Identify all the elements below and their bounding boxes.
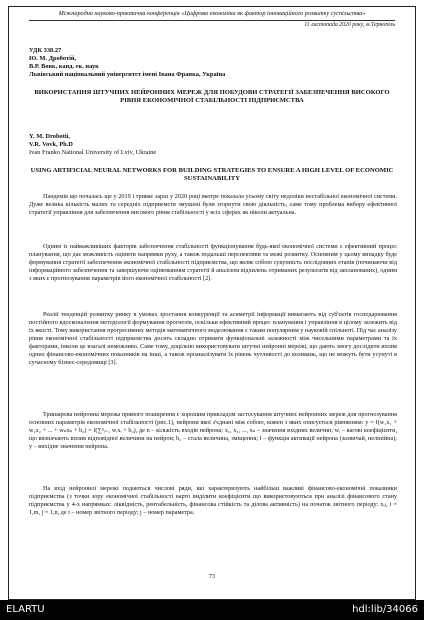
title-en: USING ARTIFICIAL NEURAL NETWORKS FOR BUILDING STRATEGIES TO ENSURE A HIGH LEVEL OF ECONOMIC SUSTAINABILITY (30, 167, 394, 183)
paragraph-3: Реалії тенденцій розвитку ринку в умовах зростання конкуренції та асиметрії інформації вимагають від суб'єктів господарювання постійного вдосконалення методології формування прогнозів, оскільки ефективний процес планування і управління в цілому залежить від їх якості. Тому використання прогресивних методів математичного моделювання є таким популярним у науковій спільноті. Під час аналізу рівня економічної стабільності підприємства досить складно отримати функціональні залежності між чисельними параметрами та їх факторами, інколи це взагалі неможливо. Саме тому, доцільно використовувати штучні нейронні мережі, що дають змогу дослідити вплив одних фінансово-економічних показників на інші, а також проаналізувати їх рівень чутливості до коливань, що не можуть бути усунуті в сучасному бізнес-середовищі [3]. (29, 311, 397, 367)
header-date: 11 листопада 2020 року, м.Тернопіль (304, 22, 395, 28)
title-uk: ВИКОРИСТАННЯ ШТУЧНИХ НЕЙРОННИХ МЕРЕЖ ДЛЯ ПОБУДОВИ СТРАТЕГІЇ ЗАБЕЗПЕЧЕННЯ ВИСОКОГО РІВНЯ ЕКОНОМІЧНОЇ СТАБІЛЬНОСТІ ПІДПРИЄМСТВА (34, 89, 390, 105)
page-number: 73 (208, 573, 216, 580)
author-uk-1: Ю. М. Дроботій, (29, 55, 77, 62)
udc-code: УДК 338.27 (29, 47, 62, 54)
viewer-footer-bar (0, 600, 424, 620)
paragraph-1: Пандемія що почалась ще у 2019 і триває зараз у 2020 році вкотре показала усьому світу недоліки нестабільної економічної системи. Дуже велика кількість малих та середніх підприємств змушені були згорнути свою діяльність, саме тому проблема вибору ефективної стратегії управління для забезпечення високого рівня стабільності у всіх сферах як ніколи актуальна. (29, 193, 397, 217)
author-uk-2: В.Р. Вовк, канд. ек. наук (29, 63, 99, 70)
repository-name: ELARTU (6, 604, 45, 615)
header-rule (29, 20, 395, 21)
running-header: Міжнародна науково-практична конференція «Цифрова економіка як фактор інноваційного розвитку суспільства» (58, 10, 366, 17)
paragraph-5: На вхід нейронної мережі подаються числові ряди, які характеризують найбільш важливі фінансово-економічні показники підприємства (з точки зору економічної стабільності варто виділити коефіцієнти що використовуються при аналізі фінансового стану підприємства у 4-х напрямках: ліквідність, рентабельність, фінансова стійкість та ділова активність) на початок звітного періоду: xᵢⱼ, i = 1,m, j = 1,n, де i – номер звітного періоду; j – номер параметра. (29, 485, 397, 517)
institution-uk: Львівський національний університет імені Івана Франка, Україна (29, 71, 226, 78)
paragraph-2: Одним із найважливіших факторів забезпечення стабільності функціонування будь-якої економічної системи є ефективний процес планування, що дає можливість оцінити напрямки руху, а також подальші перспективи та межі розвитку. Основним у цьому випадку буде формування стратегії забезпечення економічної стабільності підприємства, що являє собою сукупність послідовних етапів (починаючи від інформаційного забезпечення та завершуючи оцінюванням стратегії й аналізом відхилень отриманих результатів від запланованих), одним з яких є прогнозування параметрів його економічної стабільності [2]. (29, 243, 397, 283)
author-en-2: V.R. Vovk, Ph.D (29, 141, 73, 148)
handle-link[interactable]: hdl:lib/34066 (352, 604, 418, 615)
author-en-1: Y. M. Drobotii, (29, 133, 71, 140)
paragraph-4: Тришарова нейронна мережа прямого поширення є хорошим прикладом застосування штучних нейронних мереж для прогнозування основних параметрів економічної стабільності (рис.1), нейрони якої з'єднані між собою, кожен з яких описується рівнянням: y = f(w₁x₁ + w₂x₂ + ... + wₙxₙ + b₀) = f(∑ⁿᵢ₌₁ wᵢxᵢ + b₀), де n – кількість входів нейрона; x₁, x₂, ..., xₙ – значення вхідних величин; wᵢ – вагові коефіцієнти, що визначають вплив відповідної величини на нейрон; b₀ – стала величина, зміщення; f – функція активації нейрона (зазвичай, нелінійна); y – вихідне значення нейрона. (29, 411, 397, 451)
institution-en: Ivan Franko National University of Lviv, Ukraine (29, 149, 157, 156)
document-page (8, 6, 416, 600)
